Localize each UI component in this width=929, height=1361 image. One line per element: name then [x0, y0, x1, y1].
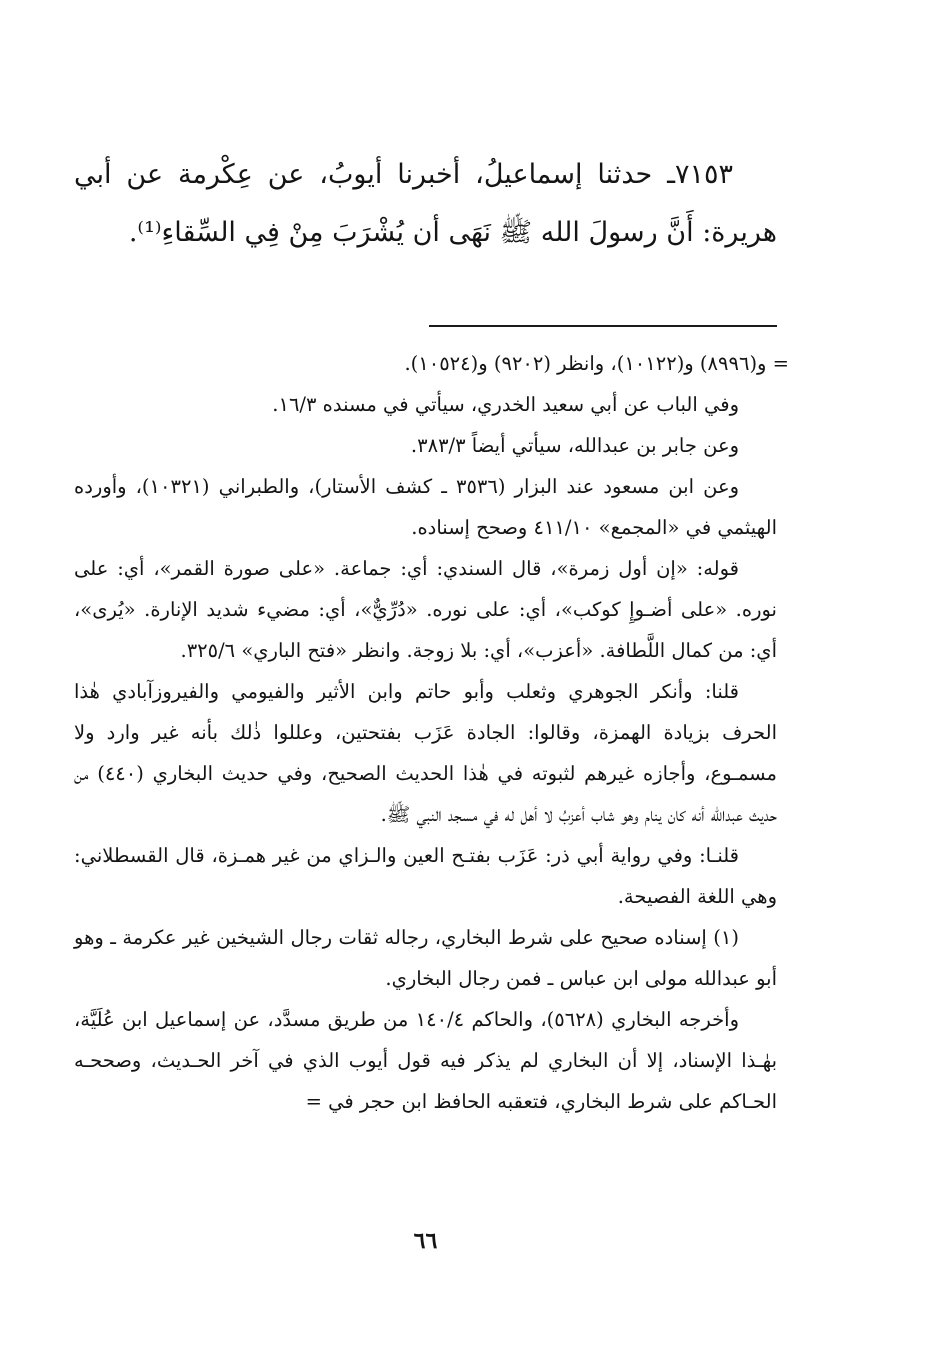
footnote-line: = و(٨٩٩٦) و(١٠١٢٢)، وانظر (٩٢٠٢) و(١٠٥٢٤). — [404, 352, 789, 375]
footnote-separator — [429, 325, 777, 327]
footnote-paragraph: (١) إسناده صحيح على شرط البخاري، رجاله ثقات رجال الشيخين غير عكرمة ـ وهو أبو عبدالله مولى ابن عباس ـ فمن رجال البخاري. — [74, 926, 777, 990]
footnote-paragraph: قوله: «إن أول زمرة»، قال السندي: أي: جماعة. «على صورة القمر»، أي: على نوره. «على أضـوإِ كوكب»، أي: على نوره. «دُرِّيٌّ»، أي: مضيء شديد الإنارة. «يُرى»، أي: من كمال اللَّطافة. «أعزب»، أي: بلا زوجة. وانظر «فتح الباري» ٣٢٥/٦. — [74, 557, 777, 662]
hadith-paragraph: ٧١٥٣ـ حدثنا إسماعيلُ، أخبرنا أيوبُ، عن عِكْرمة عن أبي هريرة: أَنَّ رسولَ الله ﷺ نَهَى أن يُشْرَبَ مِنْ فِي السِّقاءِ⁽¹⁾. — [74, 159, 777, 248]
page-number: ٦٦ — [413, 1228, 438, 1254]
footnotes-section — [74, 343, 789, 1122]
hadith-text — [74, 146, 777, 262]
footnote-line: وعن جابر بن عبدالله، سيأتي أيضاً ٣٨٣/٣. — [410, 434, 739, 457]
footnote-paragraph: وعن ابن مسعود عند البزار (٣٥٣٦ ـ كشف الأستار)، والطبراني (١٠٣٢١)، وأورده الهيثمي في «المجمع» ٤١١/١٠ وصحح إسناده. — [74, 475, 777, 539]
footnote-paragraph: قلنا: وأنكر الجوهري وثعلب وأبو حاتم وابن الأثير والفيومي والفيروزآبادي هٰذا الحرف بزيادة الهمزة، وقالوا: الجادة عَزَب بفتحتين، وعللوا ذٰلك بأنه غير وارد ولا مسمـوع، وأجازه غيرهم لثبوته في هٰذا الحديث الصحيح، وفي حديث البخاري (٤٤٠) من حديث عبدالله أنه كان ينام وهو شاب أعزبُ لا أهل له في مسجد النبي ﷺ. — [74, 680, 777, 826]
footnote-paragraph: قلنـا: وفي رواية أبي ذر: عَزَب بفتـح العين والـزاي من غير همـزة، قال القسطلاني: وهي اللغة الفصيحة. — [74, 844, 777, 908]
book-page — [74, 0, 789, 1361]
footnote-line: وفي الباب عن أبي سعيد الخدري، سيأتي في مسنده ١٦/٣. — [272, 393, 739, 416]
footnote-paragraph: وأخرجه البخاري (٥٦٢٨)، والحاكم ١٤٠/٤ من طريق مسدَّد، عن إسماعيل ابن عُلَيَّة، بهٰـذا الإسناد، إلا أن البخاري لم يذكر فيه قول أيوب الذي في آخر الحـديث، وصححـه الحـاكم على شرط البخاري، فتعقبه الحافظ ابن حجر في = — [74, 1008, 777, 1113]
